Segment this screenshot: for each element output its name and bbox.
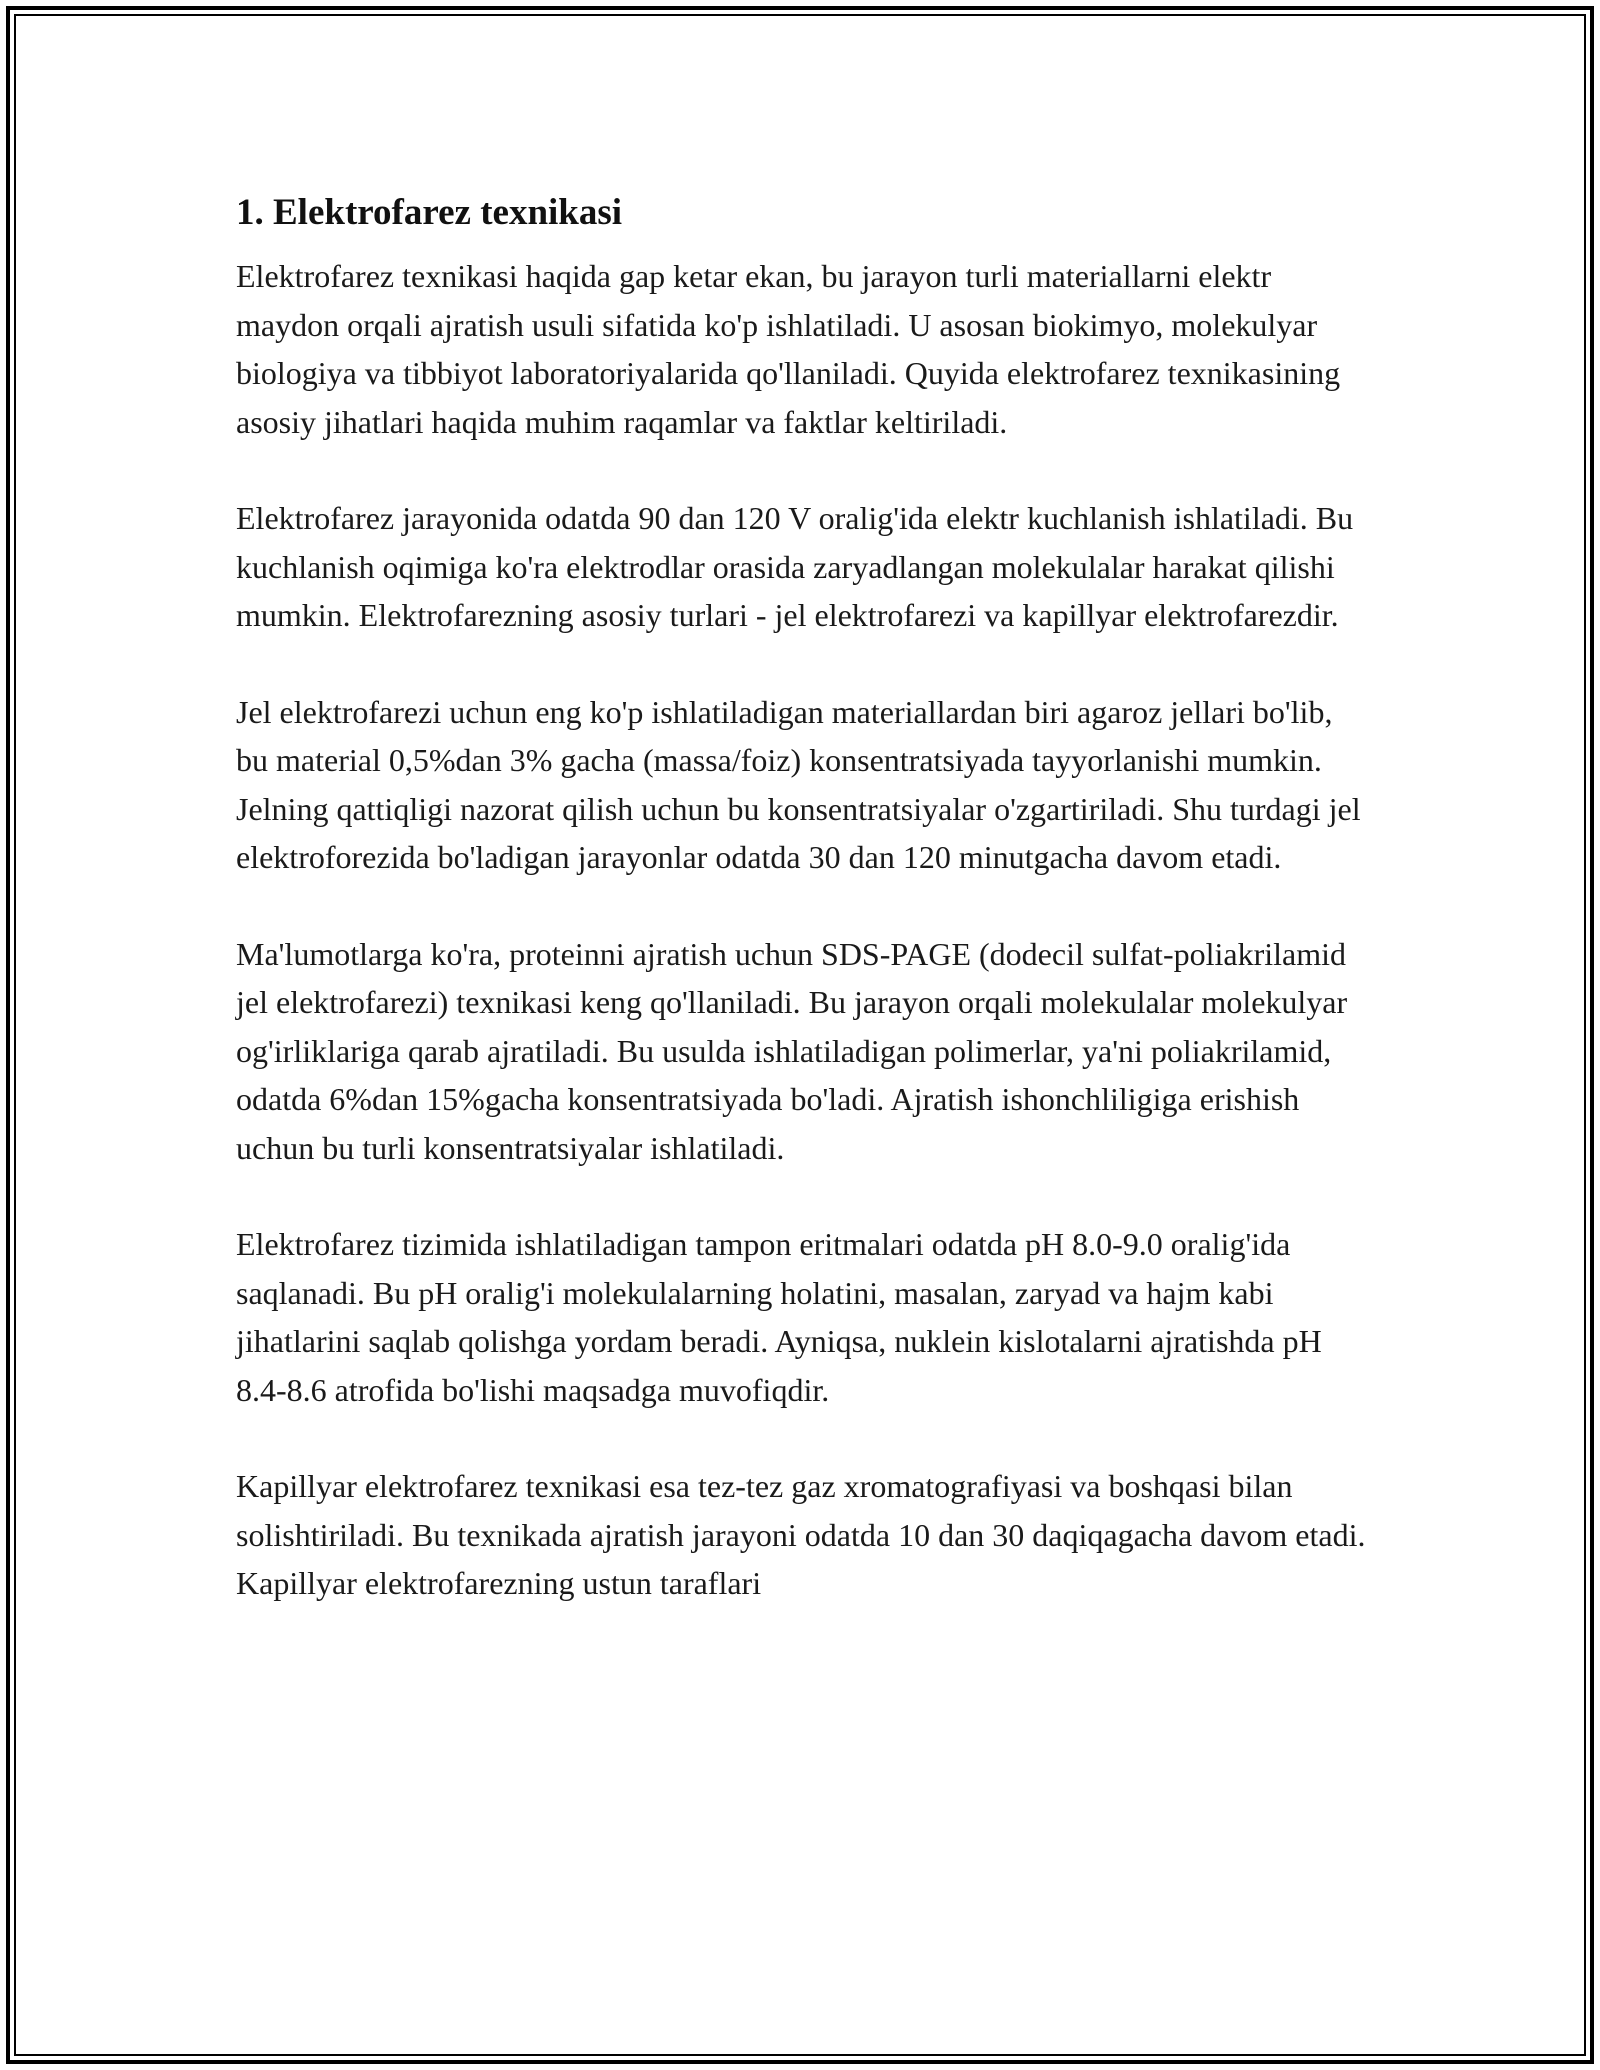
paragraph-voltage: Elektrofarez jarayonida odatda 90 dan 120 V oralig'ida elektr kuchlanish ishlatiladi. Bu kuchlanish oqimiga ko'ra elektrodlar orasida zaryadlangan molekulalar harakat qilishi mumkin. Elektrofarezning asosiy turlari - jel elektrofarezi va kapillyar elektrofarezdir. — [236, 500, 1354, 633]
paragraph-agarose-gel: Jel elektrofarezi uchun eng ko'p ishlatiladigan materiallardan biri agaroz jellari bo'lib, bu material 0,5%dan 3% gacha (massa/foiz) konsentratsiyada tayyorlanishi mumkin. Jelning qattiqligi nazorat qilish uchun bu konsentratsiyalar o'zgartiriladi. Shu turdagi jel elektroforezida bo'ladigan jarayonlar odatda 30 dan 120 minutgacha davom etadi. — [236, 693, 1361, 875]
section-heading: 1. Elektrofarez texnikasi — [236, 192, 623, 233]
paragraph-sds-page: Ma'lumotlarga ko'ra, proteinni ajratish uchun SDS-PAGE (dodecil sulfat-poliakrilamid jel elektrofarezi) texnikasi keng qo'llaniladi. Bu jarayon orqali molekulalar molekulyar og'irliklariga qarab ajratiladi. Bu usulda ishlatiladigan polimerlar, ya'ni poliakrilamid, odatda 6%dan 15%gacha konsentratsiyada bo'ladi. Ajratish ishonchliligiga erishish uchun bu turli konsentratsiyalar ishlatiladi. — [236, 935, 1348, 1166]
paragraph-buffer-ph: Elektrofarez tizimida ishlatiladigan tampon eritmalari odatda pH 8.0-9.0 oralig'ida saqlanadi. Bu pH oralig'i molekulalarning holatini, masalan, zaryad va hajm kabi jihatlarini saqlab qolishga yordam beradi. Ayniqsa, nuklein kislotalarni ajratishda pH 8.4-8.6 atrofida bo'lishi maqsadga muvofiqdir. — [236, 1226, 1322, 1408]
paragraph-intro: Elektrofarez texnikasi haqida gap ketar ekan, bu jarayon turli materiallarni elektr maydon orqali ajratish usuli sifatida ko'p ishlatiladi. U asosan biokimyo, molekulyar biologiya va tibbiyot laboratoriyalarida qo'llaniladi. Quyida elektrofarez texnikasining asosiy jihatlari haqida muhim raqamlar va faktlar keltiriladi. — [236, 258, 1341, 440]
document-body — [236, 186, 1366, 1656]
paragraph-capillary: Kapillyar elektrofarez texnikasi esa tez-tez gaz xromatografiyasi va boshqasi bilan solishtiriladi. Bu texnikada ajratish jarayoni odatda 10 dan 30 daqiqagacha davom etadi. Kapillyar elektrofarezning ustun taraflari — [236, 1468, 1366, 1601]
